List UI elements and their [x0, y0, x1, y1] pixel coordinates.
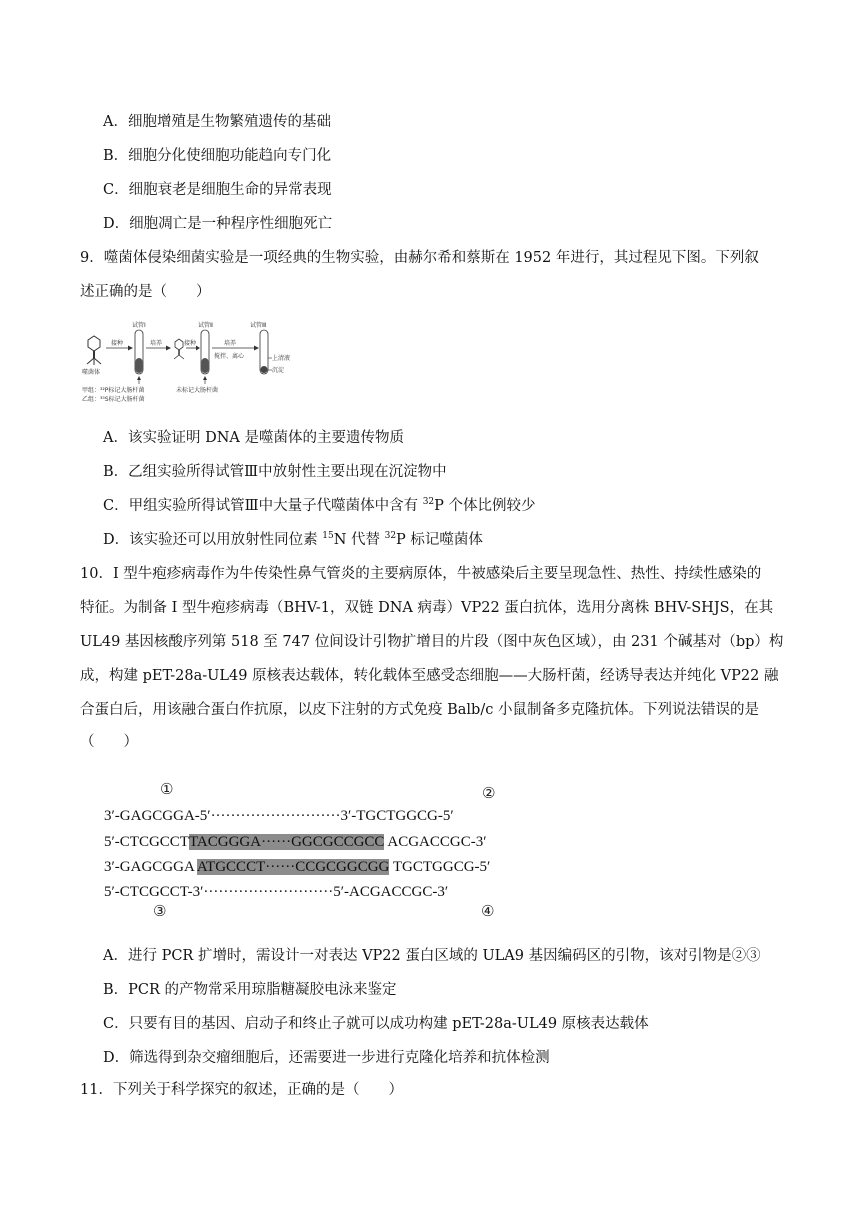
q10-stem-line6: （ ）	[80, 734, 138, 750]
step-inoculate2: 接种	[184, 340, 197, 347]
seq-highlight-bottom: ATGCCCT······CCGCGGCGG	[196, 859, 390, 875]
step-stir: 搅拌、离心	[214, 353, 245, 360]
q10-option-c: C．只要有目的基因、启动子和终止子就可以成功构建 pET-28a-UL49 原核表达载体	[103, 1016, 649, 1032]
step-inoculate: 接种	[111, 340, 124, 347]
primer-label-4: ④	[481, 902, 495, 920]
phage-icon	[87, 336, 101, 365]
q10-stem-line5: 合蛋白后，用该融合蛋白作抗原，以皮下注射的方式免疫 Balb/c 小鼠制备多克隆抗体。下列说法错误的是	[80, 702, 759, 718]
group-b-label: 乙组：³⁵S标记大肠杆菌	[82, 396, 145, 403]
q9-stem-line2: 述正确的是（ ）	[80, 284, 211, 300]
q9-option-a: A．该实验证明 DNA 是噬菌体的主要遗传物质	[103, 430, 404, 446]
seq-row-2: 5′-CTCGCCTTACGGGA······GGCGCCGCC ACGACCGC-3′	[104, 834, 487, 850]
tube3-label: 试管Ⅲ	[250, 322, 267, 329]
q10-stem-line3: UL49 基因核酸序列第 518 至 747 位间设计引物扩增目的片段（图中灰色区域），由 231 个碱基对（bp）构	[80, 634, 784, 650]
q10-option-a: A．进行 PCR 扩增时，需设计一对表达 VP22 蛋白区域的 ULA9 基因编码区的引物，该对引物是②③	[103, 948, 761, 964]
q10-option-b: B．PCR 的产物常采用琼脂糖凝胶电泳来鉴定	[103, 982, 397, 998]
q9-option-d: D．该实验还可以用放射性同位素 $^{15}$N 代替 $^{32}$P 标记噬菌体	[103, 531, 483, 548]
seq-highlight-top: TACGGGA······GGCGCCGCC	[188, 834, 385, 850]
step-culture: 培养	[150, 340, 163, 347]
q8-option-a: A．细胞增殖是生物繁殖遗传的基础	[103, 114, 331, 130]
unlabeled-label: 未标记大肠杆菌	[176, 387, 219, 394]
q10-option-d: D．筛选得到杂交瘤细胞后，还需要进一步进行克隆化培养和抗体检测	[103, 1050, 550, 1066]
phage-icon-2	[174, 339, 184, 359]
seq-row-4: 5′-CTCGCCT-3′··························5′-ACGACCGC-3′	[104, 884, 449, 900]
tube2-label: 试管Ⅱ	[198, 322, 213, 329]
supernatant-label: 上清液	[272, 355, 291, 362]
step-culture2: 培养	[224, 340, 237, 347]
q10-stem-line2: 特征。为制备 I 型牛疱疹病毒（BHV-1，双链 DNA 病毒）VP22 蛋白抗体，选用分离株 BHV-SHJS，在其	[80, 600, 774, 616]
phage-label: 噬菌体	[82, 369, 101, 376]
phage-experiment-figure	[78, 318, 291, 410]
q8-option-d: D．细胞凋亡是一种程序性细胞死亡	[103, 216, 333, 232]
primer-label-1: ①	[160, 780, 174, 798]
sediment-label: 沉淀	[272, 367, 285, 374]
tube1-label: 试管Ⅰ	[132, 322, 146, 329]
seq-row-1: 3′-GAGCGGA-5′··························3′-TGCTGGCG-5′	[104, 808, 454, 824]
primer-label-2: ②	[482, 784, 496, 802]
q10-stem-line4: 成，构建 pET-28a-UL49 原核表达载体，转化载体至感受态细胞——大肠杆菌，经诱导表达并纯化 VP22 融	[80, 668, 779, 684]
q9-stem-line1: 9．噬菌体侵染细菌实验是一项经典的生物实验，由赫尔希和蔡斯在 1952 年进行，其过程见下图。下列叙	[80, 250, 759, 266]
q11-stem: 11．下列关于科学探究的叙述，正确的是（ ）	[80, 1082, 403, 1098]
q10-stem-line1: 10．I 型牛疱疹病毒作为牛传染性鼻气管炎的主要病原体，牛被感染后主要呈现急性、热性、持续性感染的	[80, 566, 762, 582]
q8-option-c: C．细胞衰老是细胞生命的异常表现	[103, 182, 332, 198]
q9-option-b: B．乙组实验所得试管Ⅲ中放射性主要出现在沉淀物中	[103, 464, 447, 480]
group-a-label: 甲组：³²P标记大肠杆菌	[82, 387, 145, 394]
q8-option-b: B．细胞分化使细胞功能趋向专门化	[103, 148, 332, 164]
primer-label-3: ③	[153, 902, 167, 920]
q9-option-c: C．甲组实验所得试管Ⅲ中大量子代噬菌体中含有 $^{32}$P 个体比例较少	[103, 497, 536, 514]
seq-row-3: 3′-GAGCGGA ATGCCCT······CCGCGGCGG TGCTGGCG-5′	[104, 859, 491, 875]
